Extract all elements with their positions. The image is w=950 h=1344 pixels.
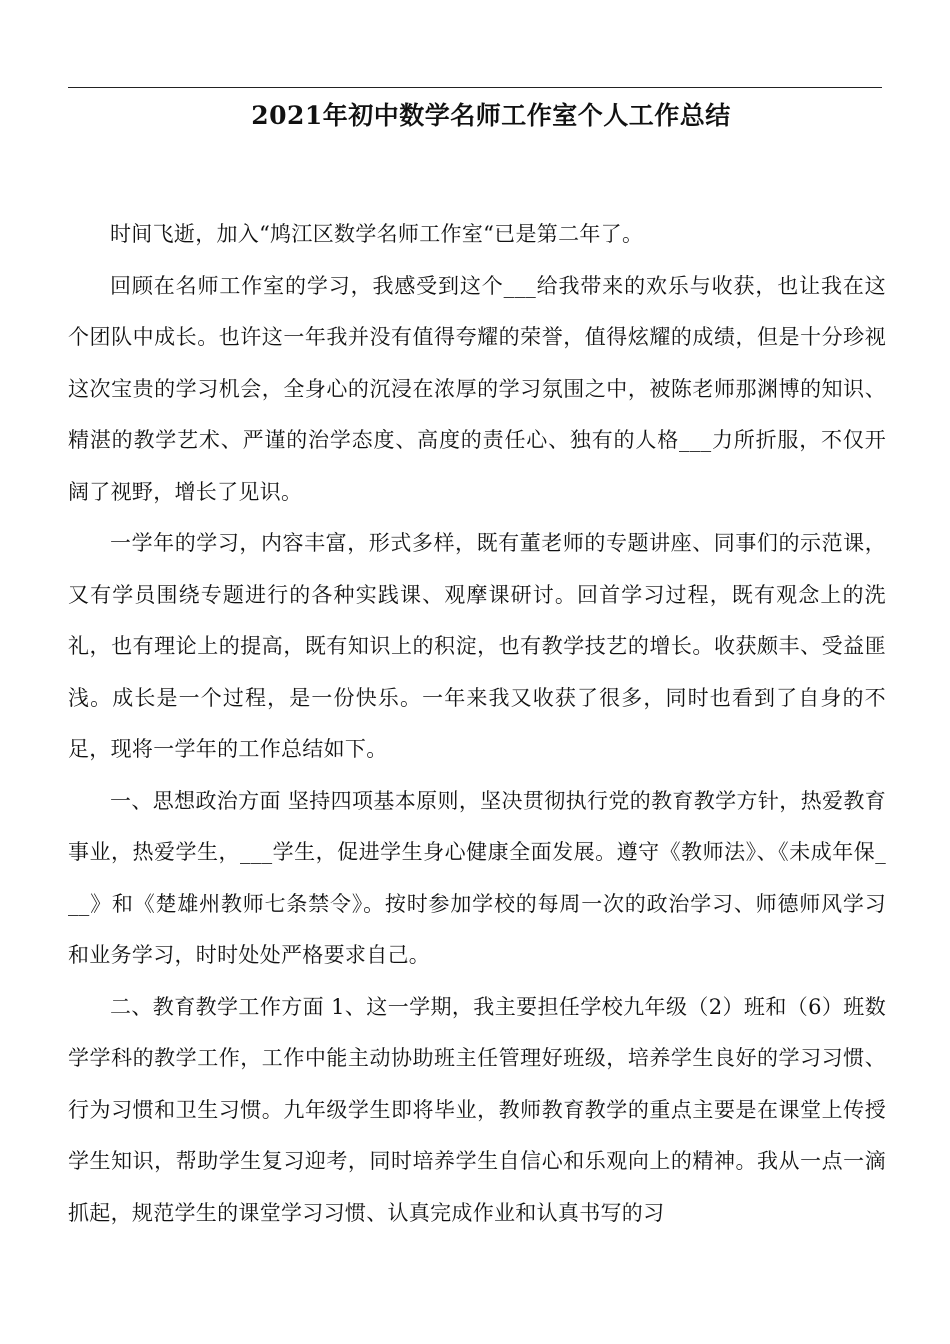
paragraph-study: 一学年的学习，内容丰富，形式多样，既有董老师的专题讲座、同事们的示范课，又有学员围绕专题进行的各种实践课、观摩课研讨。回首学习过程，既有观念上的洗礼，也有理论上的提高，既有知识上的积淀，也有教学技艺的增长。收获颇丰、受益匪浅。成长是一个过程，是一份快乐。一年来我又收获了很多，同时也看到了自身的不足，现将一学年的工作总结如下。 — [68, 531, 886, 761]
paragraph-intro: 时间飞逝，加入“鸠江区数学名师工作室“已是第二年了。 — [110, 222, 644, 246]
document-title-text: 2021年初中数学名师工作室个人工作总结 — [251, 101, 731, 130]
paragraph-ideology: 一、思想政治方面 坚持四项基本原则，坚决贯彻执行党的教育教学方针，热爱教育事业，热爱学生，___学生，促进学生身心健康全面发展。遵守《教师法》、《未成年保___》和《楚雄州教师七条禁令》。按时参加学校的每周一次的政治学习、师德师风学习和业务学习，时时处处严格要求自己。 — [68, 788, 886, 967]
paragraph-review: 回顾在名师工作室的学习，我感受到这个___给我带来的欢乐与收获，也让我在这个团队中成长。也许这一年我并没有值得夸耀的荣誉，值得炫耀的成绩，但是十分珍视这次宝贵的学习机会，全身心的沉浸在浓厚的学习氛围之中，被陈老师那渊博的知识、精湛的教学艺术、严谨的治学态度、高度的责任心、独有的人格___力所折服，不仅开阔了视野，增长了见识。 — [68, 273, 886, 504]
document-title — [68, 100, 882, 132]
paragraph-teaching: 二、教育教学工作方面 1、这一学期，我主要担任学校九年级（2）班和（6）班数学学科的教学工作，工作中能主动协助班主任管理好班级，培养学生良好的学习习惯、行为习惯和卫生习惯。九年级学生即将毕业，教师教育教学的重点主要是在课堂上传授学生知识，帮助学生复习迎考，同时培养学生自信心和乐观向上的精神。我从一点一滴抓起，规范学生的课堂学习习惯、认真完成作业和认真书写的习 — [68, 994, 886, 1225]
document-body — [68, 209, 886, 1239]
header-rule — [68, 87, 882, 88]
